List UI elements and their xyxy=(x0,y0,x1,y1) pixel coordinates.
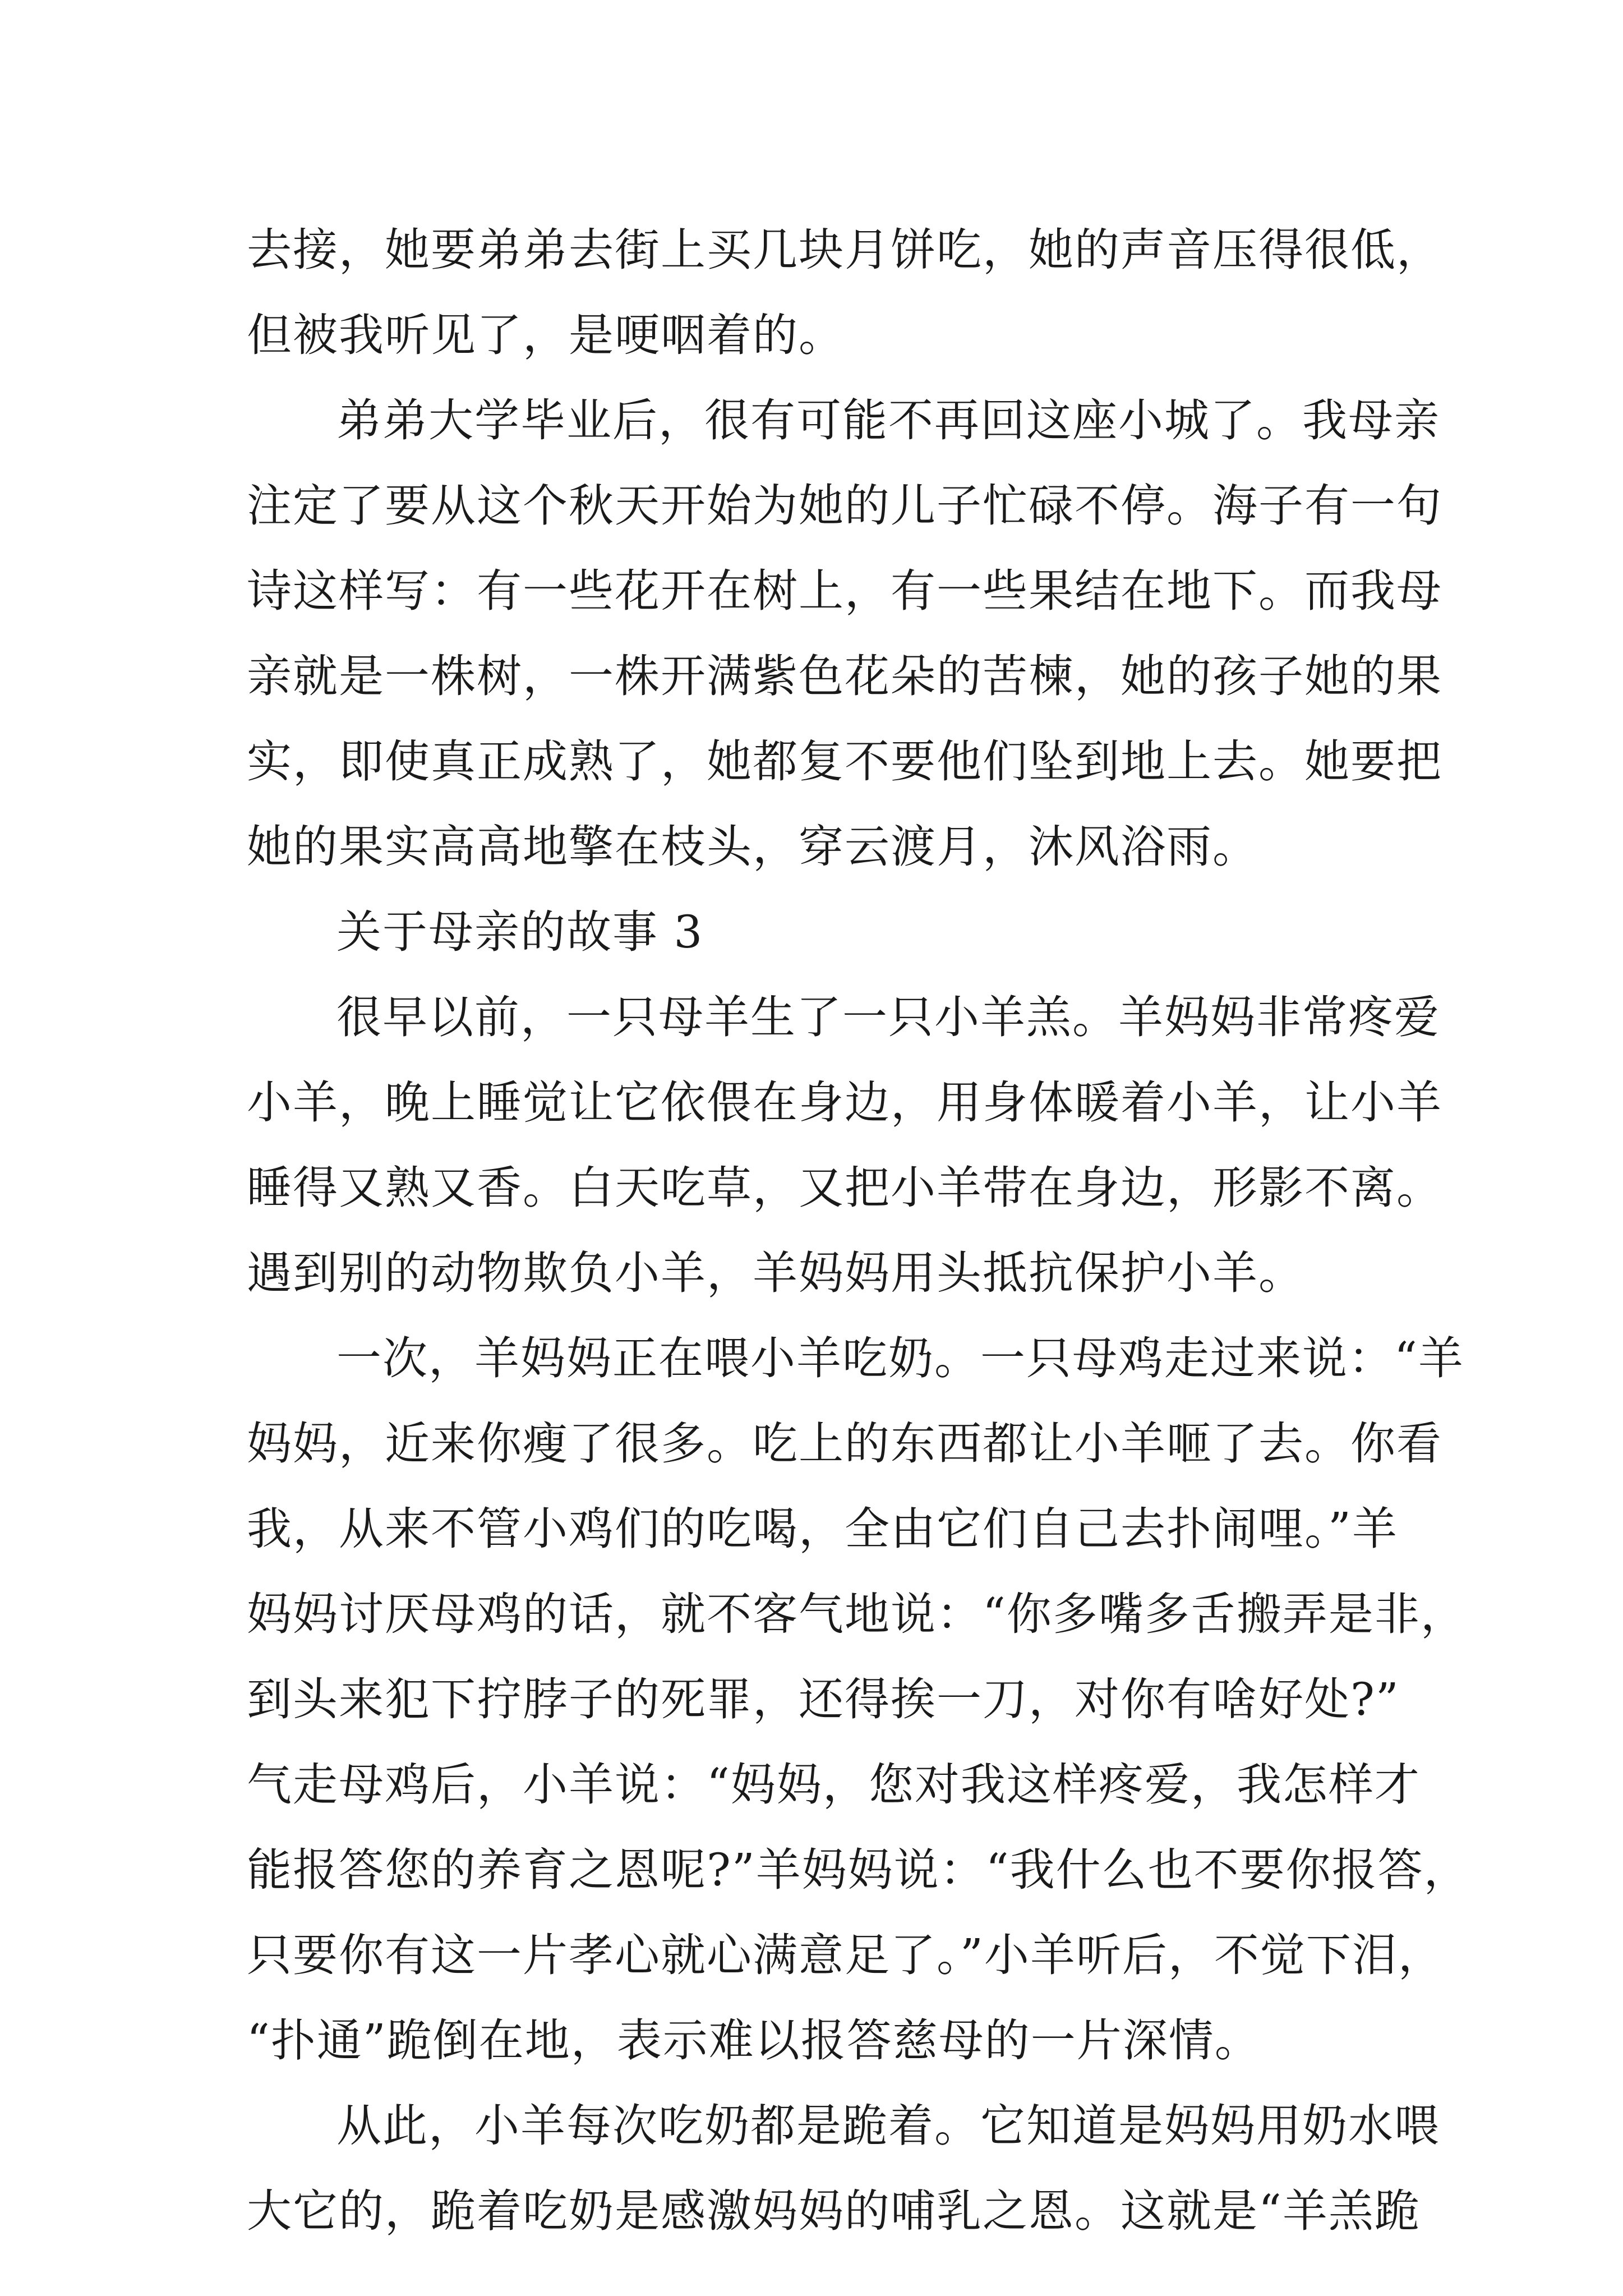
text-line: 妈妈，近来你瘦了很多。吃上的东西都让小羊咂了去。你看 xyxy=(247,1418,1442,1470)
paragraph-start-line: 一次，羊妈妈正在喂小羊吃奶。一只母鸡走过来说：“羊 xyxy=(336,1332,1464,1384)
text-line: 亲就是一株树，一株开满紫色花朵的苦楝，她的孩子她的果 xyxy=(247,650,1442,702)
paragraph-start-line: 弟弟大学毕业后，很有可能不再回这座小城了。我母亲 xyxy=(336,394,1440,447)
text-line: 注定了要从这个秋天开始为她的儿子忙碌不停。海子有一句 xyxy=(247,480,1442,532)
text-line: 诗这样写：有一些花开在树上，有一些果结在地下。而我母 xyxy=(247,565,1442,617)
text-line: 睡得又熟又香。白天吃草，又把小羊带在身边，形影不离。 xyxy=(247,1162,1442,1214)
text-line: 小羊，晚上睡觉让它依偎在身边，用身体暖着小羊，让小羊 xyxy=(247,1076,1442,1129)
text-line: 实，即使真正成熟了，她都复不要他们坠到地上去。她要把 xyxy=(247,735,1442,788)
text-line: 气走母鸡后，小羊说：“妈妈，您对我这样疼爱，我怎样才 xyxy=(247,1759,1421,1811)
text-line: 能报答您的养育之恩呢?”羊妈妈说：“我什么也不要你报答， xyxy=(247,1844,1470,1896)
text-line: 遇到别的动物欺负小羊，羊妈妈用头抵抗保护小羊。 xyxy=(247,1247,1304,1299)
text-line: 但被我听见了，是哽咽着的。 xyxy=(247,309,845,361)
text-line: 去接，她要弟弟去街上买几块月饼吃，她的声音压得很低， xyxy=(247,224,1442,276)
section-heading: 关于母亲的故事 3 xyxy=(336,906,704,958)
text-line: 到头来犯下拧脖子的死罪，还得挨一刀，对你有啥好处?” xyxy=(247,1673,1400,1726)
text-line: 大它的，跪着吃奶是感激妈妈的哺乳之恩。这就是“羊羔跪 xyxy=(247,2185,1421,2237)
text-line: 只要你有这一片孝心就心满意足了。”小羊听后，不觉下泪， xyxy=(247,1929,1444,1981)
text-line: 妈妈讨厌母鸡的话，就不客气地说：“你多嘴多舌搬弄是非， xyxy=(247,1588,1467,1640)
text-line: “扑通”跪倒在地，表示难以报答慈母的一片深情。 xyxy=(247,2014,1261,2067)
text-line: 我，从来不管小鸡们的吃喝，全由它们自己去扑闹哩。”羊 xyxy=(247,1503,1398,1555)
body-text xyxy=(247,208,1470,2254)
paragraph-start-line: 从此，小羊每次吃奶都是跪着。它知道是妈妈用奶水喂 xyxy=(336,2100,1440,2152)
paragraph-start-line: 很早以前，一只母羊生了一只小羊羔。羊妈妈非常疼爱 xyxy=(336,991,1440,1043)
text-line: 她的果实高高地擎在枝头，穿云渡月，沐风浴雨。 xyxy=(247,821,1258,873)
